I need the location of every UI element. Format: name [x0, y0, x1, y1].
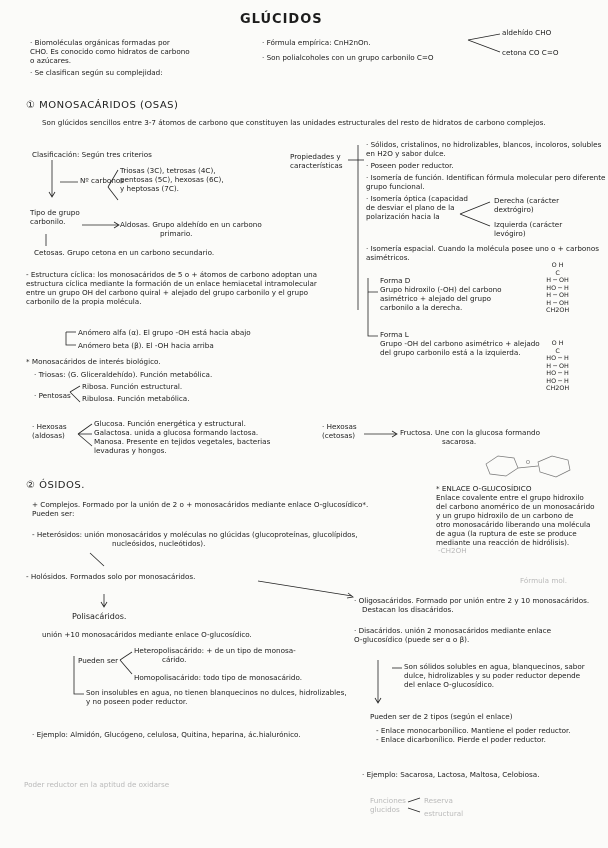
dextrogira-line: dextrógiro)	[494, 205, 534, 214]
oligosacaridos	[354, 596, 589, 614]
dextrogira	[494, 196, 559, 214]
fischer-projection-l	[546, 340, 569, 393]
fischer-row: HO ─ H	[546, 369, 569, 377]
footnote-poder-reductor: Poder reductor en la aptitud de oxidarse	[24, 780, 170, 789]
aldosas-line: Aldosas. Grupo aldehído en un carbono	[120, 220, 262, 229]
hexosas-line: · Hexosas	[322, 422, 357, 431]
carbonos-line: pentosas (5C), hexosas (6C),	[120, 175, 224, 184]
hexosas-line: (cetosas)	[322, 431, 356, 440]
disac-line: · Disacáridos. unión 2 monosacáridos mediante enlace	[354, 626, 552, 635]
forma-l-line: del grupo carbonilo está a la izquierda.	[380, 348, 521, 357]
enlace-line: otro monosacárido liberando una molécula	[436, 520, 591, 529]
fructosa-line: sacarosa.	[442, 437, 477, 446]
enlace-line: y un grupo hidroxilo de un carbono de	[436, 511, 574, 520]
estructura-ciclica	[26, 270, 317, 306]
hexosas-aldosas-label	[32, 422, 67, 440]
hetero-line: Heteropolisacárido: + de un tipo de monosa-	[134, 646, 296, 655]
forma-l-title: Forma L	[380, 330, 409, 339]
isomeria-espacial	[366, 244, 599, 262]
hexosa-item: Manosa. Presente en tejidos vegetales, bacterias	[94, 437, 271, 446]
forma-d-line: carbonilo a la derecha.	[380, 303, 463, 312]
fischer-row: C	[555, 346, 560, 355]
hexosa-item: levaduras y hongos.	[94, 446, 167, 455]
tipos-label: Pueden ser de 2 tipos (según el enlace)	[370, 712, 513, 721]
pueden-ser: Pueden ser	[78, 656, 119, 665]
fischer-row: CH2OH	[546, 384, 570, 392]
propiedad-item: grupo funcional.	[366, 182, 425, 191]
intro-line: o azúcares.	[30, 56, 72, 65]
propiedad-item: polarización hacia la	[366, 212, 440, 221]
hexosas-line: · Hexosas	[32, 422, 67, 431]
poli-prop-line: Son insolubles en agua, no tienen blanquecinos no dulces, hidrolizables,	[86, 688, 347, 697]
carbonos-line: Triosas (3C), tetrosas (4C),	[120, 166, 216, 175]
levogira-line: levógiro)	[494, 229, 526, 238]
funcion-item: estructural	[424, 809, 464, 818]
cetosas: Cetosas. Grupo cetona en un carbono secundario.	[34, 248, 215, 257]
fischer-row: HO ─ H	[546, 354, 569, 362]
enlace-o-glucosidico	[436, 484, 595, 547]
forma-d-line: asimétrico + alejado del grupo	[380, 294, 492, 303]
propiedad-item: de desviar el plano de la	[366, 203, 455, 212]
polisacaridos-props	[86, 688, 347, 706]
enlace-line: de agua (la ruptura de este se produce	[436, 529, 577, 538]
fructosa	[400, 428, 540, 446]
forma-d-line: Grupo hidroxilo (-OH) del carbono	[380, 285, 502, 294]
svg-text:O: O	[526, 460, 530, 466]
intro-right	[262, 38, 434, 62]
enlace-line: mediante una reacción de hidrólisis).	[436, 538, 570, 547]
hexosa-item: Glucosa. Función energética y estructural.	[94, 419, 246, 428]
intro-left	[30, 38, 190, 77]
aldosas-line: primario.	[160, 229, 193, 238]
fructosa-line: Fructosa. Une con la glucosa formando	[400, 428, 540, 437]
anomero-alfa: Anómero alfa (α). El grupo -OH está hacia abajo	[78, 328, 251, 337]
propiedades-line: características	[290, 161, 343, 170]
intro-line: · Se clasifican según su complejidad:	[30, 68, 163, 77]
fischer-row: H ─ OH	[546, 291, 569, 299]
sacarosa-structure-sketch	[478, 452, 582, 482]
forma-d-title: Forma D	[380, 276, 411, 285]
osidos-heading: ② ÓSIDOS.	[26, 480, 85, 491]
disac-prop-line: del enlace O-glucosídico.	[404, 680, 495, 689]
espacial-line: asimétricos.	[366, 253, 410, 262]
carbonos-line: y heptosas (7C).	[120, 184, 179, 193]
funciones-list	[424, 796, 463, 818]
propiedad-item: en H2O y sabor dulce.	[366, 149, 446, 158]
pentosa-item: Ribulosa. Función metabólica.	[82, 394, 190, 403]
fischer-row: H ─ OH	[546, 276, 569, 284]
enlace-line: del carbono anomérico de un monosacárido	[436, 502, 595, 511]
ejemplo-disacaridos: · Ejemplo: Sacarosa, Lactosa, Maltosa, Celobiosa.	[362, 770, 540, 779]
polisacaridos-def: unión +10 monosacáridos mediante enlace O-glucosídico.	[42, 630, 252, 639]
heterosidos	[32, 530, 358, 548]
propiedad-item: · Sólidos, cristalinos, no hidrolizables, blancos, incoloros, solubles	[366, 140, 602, 149]
triosas: · Triosas: (G. Gliceraldehído). Función metabólica.	[34, 370, 213, 379]
pentosas-items	[82, 382, 190, 403]
fischer-row: C	[555, 268, 560, 277]
aldehido-label: aldehído CHO	[502, 28, 552, 37]
pentosa-item: Ribosa. Función estructural.	[82, 382, 183, 391]
ciclica-line: estructura cíclica mediante la formación de un enlace hemiacetal intramolecular	[26, 279, 317, 288]
polisacaridos-label: Polisacáridos.	[72, 612, 127, 621]
carbonos-label: Nº carbonos	[80, 176, 125, 185]
propiedades-list	[366, 140, 605, 221]
homopolisacarido: Homopolisacárido: todo tipo de monosacárido.	[134, 673, 302, 682]
fischer-row: H ─ OH	[546, 298, 569, 307]
fischer-row: HO ─ H	[546, 376, 569, 385]
propiedad-item: · Isomería óptica (capacidad	[366, 194, 468, 203]
disacaridos	[354, 626, 551, 644]
funciones-line: Funciones	[370, 796, 406, 805]
intro-line: · Biomoléculas orgánicas formadas por	[30, 38, 170, 47]
disac-prop-line: dulce, hidrolizables y su poder reductor depende	[404, 671, 581, 680]
hetero-line: cárido.	[162, 655, 187, 664]
osidos-def	[32, 500, 368, 518]
page-title: GLÚCIDOS	[240, 12, 323, 27]
tipo-item: - Enlace monocarbonílico. Mantiene el poder reductor.	[376, 726, 571, 735]
heterosidos-line: - Heterósidos: unión monosacáridos y moléculas no glúcidas (glucoproteínas, glucolípidos,	[32, 530, 358, 539]
ciclica-line: carbonilo de la propia molécula.	[26, 297, 142, 306]
hexosa-item: Galactosa. unida a glucosa formando lactosa.	[94, 428, 259, 437]
fischer-row: HO ─ H	[546, 283, 569, 292]
mono-definition: Son glúcidos sencillos entre 3-7 átomos de carbono que constituyen las unidades estructurales del resto de hidratos de carbono complejos.	[42, 118, 546, 127]
heteropolisacarido	[134, 646, 296, 664]
forma-l-line: Grupo -OH del carbono asimétrico + alejado	[380, 339, 540, 348]
grupo-label	[30, 208, 80, 226]
forma-d	[380, 276, 502, 312]
fischer-projection-d	[546, 262, 569, 315]
interes-label: * Monosacáridos de interés biológico.	[26, 357, 161, 366]
ghost-note: -CH2OH	[438, 546, 467, 555]
grupo-line: Tipo de grupo	[30, 208, 80, 217]
oligo-line: Destacan los disacáridos.	[362, 605, 454, 614]
disacaridos-props	[404, 662, 585, 689]
hexosas-line: (aldosas)	[32, 431, 65, 440]
fischer-row: O H	[551, 339, 564, 347]
enlace-title: * ENLACE O-GLUCOSÍDICO	[436, 484, 532, 493]
clasificacion-label: Clasificación: Según tres criterios	[32, 150, 152, 159]
funcion-item: Reserva	[424, 796, 453, 805]
ciclica-line: entre un grupo OH del carbono quiral + alejado del grupo carbonilo y el grupo	[26, 288, 309, 297]
disac-prop-line: Son sólidos solubles en agua, blanquecinos, sabor	[404, 662, 585, 671]
propiedad-item: · Poseen poder reductor.	[366, 161, 454, 170]
enlace-line: Enlace covalente entre el grupo hidroxilo	[436, 493, 584, 502]
funciones-label	[370, 796, 406, 814]
hexosas-cetosas-label	[322, 422, 357, 440]
poli-prop-line: y no poseen poder reductor.	[86, 697, 188, 706]
holosidos: - Holósidos. Formados solo por monosacáridos.	[26, 572, 196, 581]
ciclica-line: - Estructura cíclica: los monosacáridos de 5 o + átomos de carbono adoptan una	[26, 270, 318, 279]
osidos-def-line: Pueden ser:	[32, 509, 75, 518]
grupo-line: carbonilo.	[30, 217, 66, 226]
osidos-def-line: + Complejos. Formado por la unión de 2 o + monosacáridos mediante enlace O-glucosídico*.	[32, 500, 369, 509]
dextrogira-line: Derecha (carácter	[494, 196, 560, 205]
hexosas-items	[94, 419, 270, 455]
ejemplo-polisacaridos: · Ejemplo: Almidón, Glucógeno, celulosa, Quitina, heparina, ác.hialurónico.	[32, 730, 301, 739]
heterosidos-line: nucleósidos, nucleótidos).	[112, 539, 206, 548]
pentosas-label: · Pentosas	[34, 391, 71, 400]
forma-l	[380, 330, 540, 357]
propiedades-label	[290, 152, 343, 170]
aldosas	[120, 220, 262, 238]
mono-heading: ① MONOSACÁRIDOS (OSAS)	[26, 100, 179, 111]
disac-line: O-glucosídico (puede ser α o β).	[354, 635, 470, 644]
levogira-line: Izquierda (carácter	[494, 220, 563, 229]
propiedad-item: · Isomería de función. Identifican fórmula molecular pero diferente	[366, 173, 606, 182]
carbonos-list	[120, 166, 224, 193]
funciones-line: glucidos	[370, 805, 400, 814]
tipo-item: - Enlace dicarbonílico. Pierde el poder reductor.	[376, 735, 546, 744]
fischer-row: O H	[551, 261, 564, 269]
intro-line: CHO. Es conocido como hidratos de carbono	[30, 47, 190, 56]
propiedades-line: Propiedades y	[290, 152, 341, 161]
anomero-beta: Anómero beta (β). El -OH hacia arriba	[78, 341, 214, 350]
levogira	[494, 220, 562, 238]
fischer-row: CH2OH	[546, 306, 570, 314]
intro-formula: · Fórmula empírica: CnH2nOn.	[262, 38, 371, 47]
fischer-row: H ─ OH	[546, 361, 569, 370]
cetona-label: cetona CO C=O	[502, 48, 559, 57]
intro-carbonyl: · Son polialcoholes con un grupo carbonilo C=O	[262, 53, 434, 62]
ghost-note: Fórmula mol.	[520, 576, 568, 585]
tipos-enlace	[376, 726, 571, 744]
espacial-line: · Isomería espacial. Cuando la molécula posee uno o + carbonos	[366, 244, 600, 253]
oligo-line: · Oligosacáridos. Formado por unión entre 2 y 10 monosacáridos.	[354, 596, 590, 605]
